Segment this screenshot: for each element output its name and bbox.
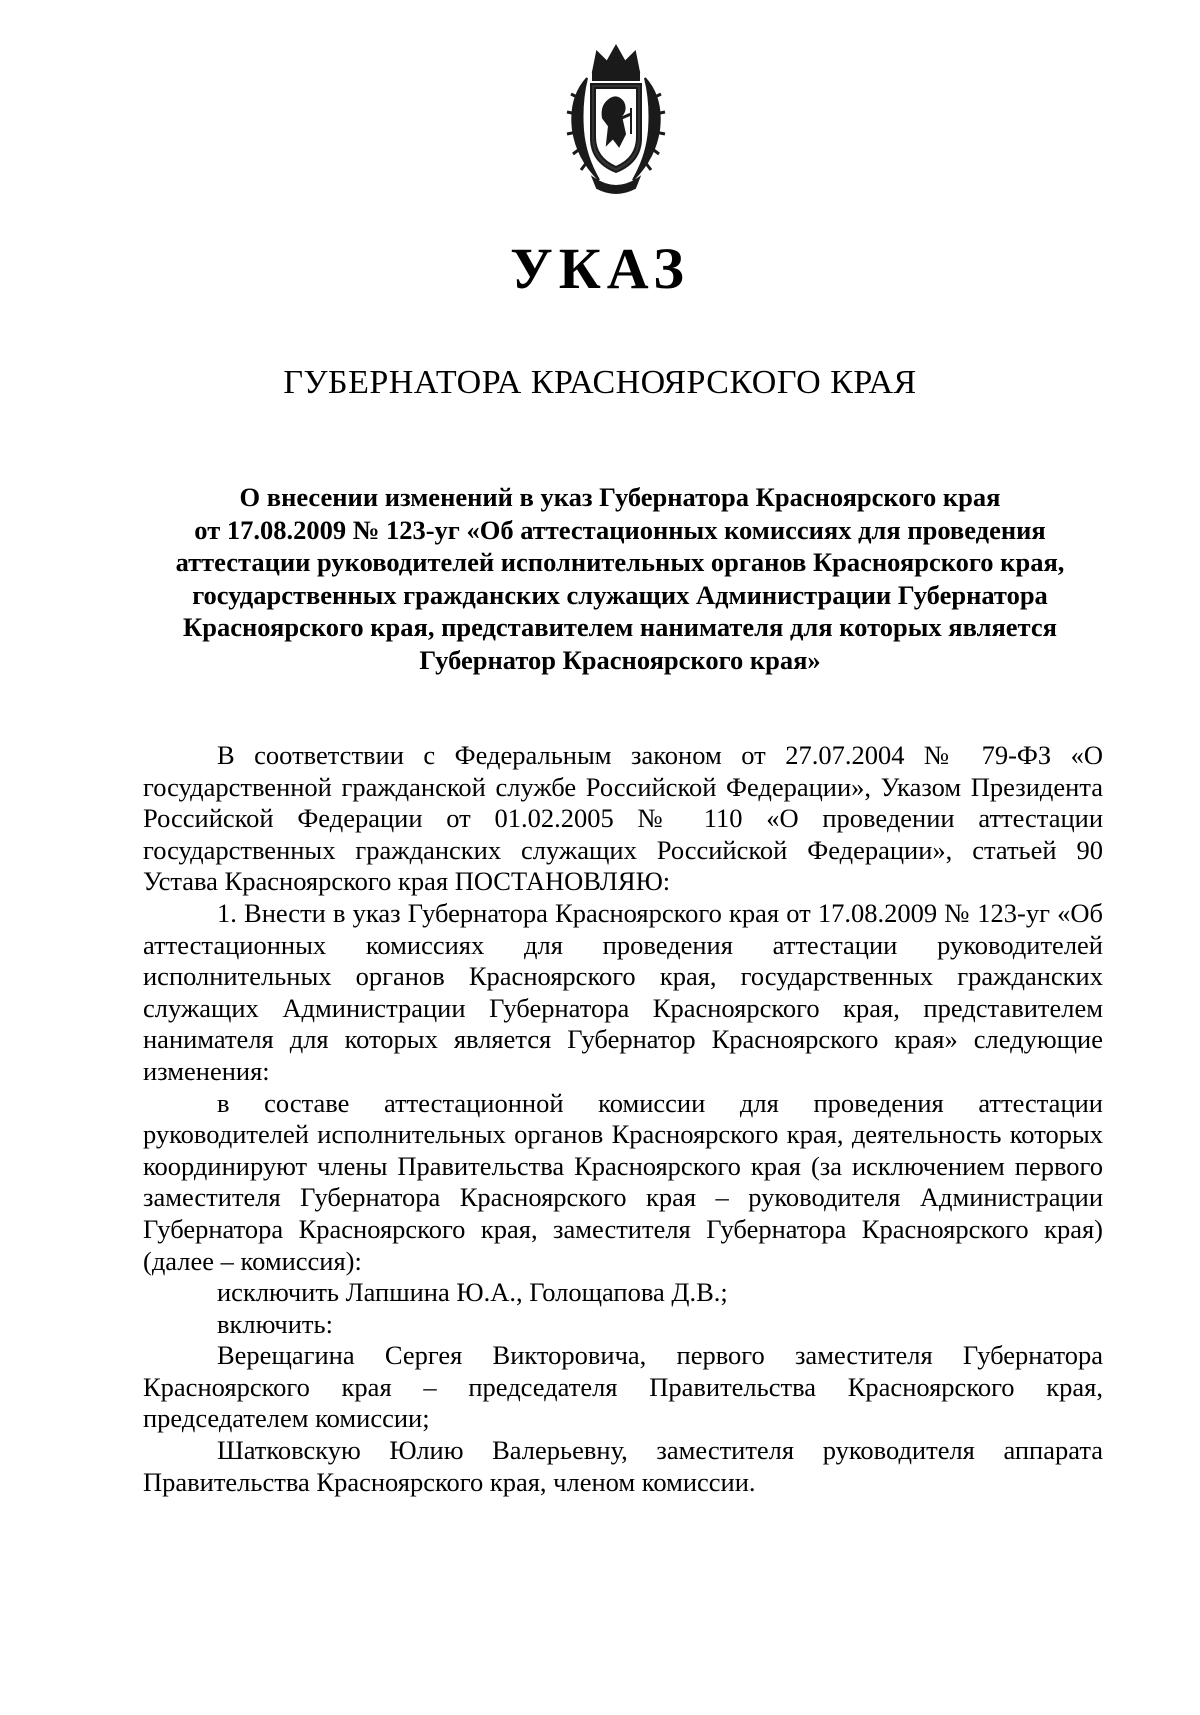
body-paragraph: Шатковскую Юлию Валерьевну, заместителя руководителя аппарата Правительства Красноярского края, членом комиссии. (143, 1435, 1103, 1497)
subject-line: аттестации руководителей исполнительных органов Красноярского края, (175, 547, 1065, 577)
subject-line: от 17.08.2009 № 123-уг «Об аттестационных комиссиях для проведения (194, 514, 1046, 545)
subject-line: государственных гражданских служащих Администрации Губернатора (192, 579, 1048, 610)
body-paragraph: включить: (217, 1308, 333, 1339)
document-subject (140, 481, 1100, 676)
coat-of-arms-icon (557, 38, 675, 198)
subject-line: Губернатор Красноярского края» (419, 644, 821, 675)
document-title: УКАЗ (510, 236, 690, 301)
subject-line: Красноярского края, представителем нанимателя для которых является (183, 612, 1057, 642)
subject-line: О внесении изменений в указ Губернатора Красноярского края (239, 482, 1001, 512)
body-paragraph: В соответствии с Федеральным законом от 27.07.2004 № 79-ФЗ «О государственной гражданской службе Российской Федерации», Указом Президента Российской Федерации от 01.02.2005 № 110 «О проведении аттестации государственных гражданских служащих Российской Федерации», статьей 90 Устава Красноярского края ПОСТАНОВЛЯЮ: (143, 740, 1103, 897)
issuing-authority: ГУБЕРНАТОРА КРАСНОЯРСКОГО КРАЯ (283, 364, 917, 401)
body-paragraph: в составе аттестационной комиссии для проведения аттестации руководителей исполнительных органов Красноярского края, деятельность которых координируют члены Правительства Красноярского края (за исключением первого заместителя Губернатора Красноярского края – руководителя Администрации Губернатора Красноярского края, заместителя Губернатора Красноярского края) (далее – комиссия): (143, 1087, 1103, 1276)
document-body (143, 740, 1103, 1498)
body-paragraph: 1. Внести в указ Губернатора Красноярского края от 17.08.2009 № 123-уг «Об аттестационных комиссиях для проведения аттестации руководителей исполнительных органов Красноярского края, государственных гражданских служащих Администрации Губернатора Красноярского края, представителем нанимателя для которых является Губернатор Красноярского края» следующие изменения: (143, 897, 1103, 1086)
body-paragraph: Верещагина Сергея Викторовича, первого заместителя Губернатора Красноярского края – председателя Правительства Красноярского края, председателем комиссии; (143, 1340, 1103, 1434)
body-paragraph: исключить Лапшина Ю.А., Голощапова Д.В.; (217, 1277, 728, 1308)
